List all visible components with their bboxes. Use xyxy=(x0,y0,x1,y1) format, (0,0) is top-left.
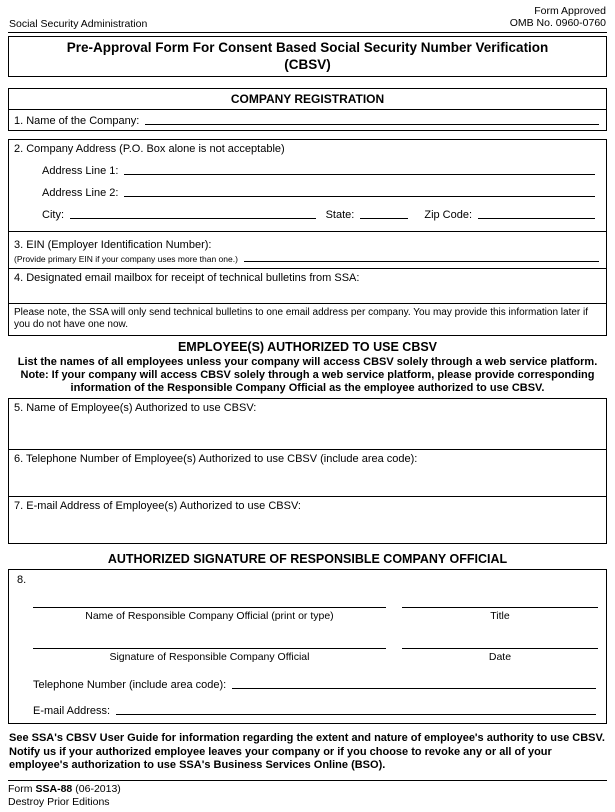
ein-label-block xyxy=(14,235,238,264)
employee-names-label: 5. Name of Employee(s) Authorized to use CBSV: xyxy=(14,402,257,415)
official-email-row xyxy=(17,703,598,717)
company-registration-section xyxy=(8,88,607,131)
page-footer xyxy=(8,780,607,809)
agency-name: Social Security Administration xyxy=(9,17,148,30)
company-name-label: 1. Name of the Company: xyxy=(14,114,140,127)
page-header xyxy=(8,5,607,33)
official-title-input[interactable] xyxy=(402,594,598,608)
email-mailbox-label: 4. Designated email mailbox for receipt of technical bulletins from SSA: xyxy=(14,271,360,284)
form-number-line xyxy=(8,783,607,796)
form-approval-block xyxy=(510,5,607,30)
official-name-title-row xyxy=(17,594,598,622)
official-signature-input[interactable] xyxy=(33,635,386,649)
official-signature-col xyxy=(33,635,386,663)
ein-label: 3. EIN (Employer Identification Number): xyxy=(14,238,212,251)
official-date-caption: Date xyxy=(488,651,512,664)
official-phone-input[interactable] xyxy=(232,677,596,689)
employee-emails-row xyxy=(9,496,606,543)
employee-names-input[interactable] xyxy=(14,414,601,446)
address-line2-row xyxy=(42,185,597,199)
ein-input[interactable] xyxy=(244,250,599,262)
official-name-caption: Name of Responsible Company Official (print or type) xyxy=(85,610,334,623)
employee-emails-input[interactable] xyxy=(14,512,601,540)
address-line1-label: Address Line 1: xyxy=(42,164,119,177)
official-phone-row xyxy=(17,677,598,691)
official-signature-caption: Signature of Responsible Company Official xyxy=(109,651,310,664)
employees-heading: EMPLOYEE(S) AUTHORIZED TO USE CBSV xyxy=(177,339,438,354)
item8-number: 8. xyxy=(17,574,27,587)
employees-instructions: List the names of all employees unless your company will access CBSV solely through a web service platform. Note: If your company will access CBSV solely through a web service platform, please provide corresponding information of the Responsible Company Official as the employee authorized to use CBSV. xyxy=(17,355,598,395)
city-input[interactable] xyxy=(70,207,316,219)
cbsv-user-guide-note: See SSA's CBSV User Guide for information regarding the extent and nature of employee's authority to use CBSV. Notify us if your authorized employee leaves your company or if you choose to revoke any or all of your employee's authorization to use SSA's Business Services Online (BSO). xyxy=(9,732,605,772)
official-name-col xyxy=(33,594,386,622)
form-number: SSA-88 xyxy=(35,782,73,795)
official-signature-date-row xyxy=(17,635,598,663)
company-address-section xyxy=(8,139,607,336)
company-address-label: 2. Company Address (P.O. Box alone is not acceptable) xyxy=(14,142,285,155)
employee-phones-input[interactable] xyxy=(14,465,601,493)
form-edition: (06-2013) xyxy=(75,782,121,795)
omb-number: OMB No. 0960-0760 xyxy=(509,17,606,30)
official-phone-label: Telephone Number (include area code): xyxy=(33,679,227,692)
form-approved-label: Form Approved xyxy=(534,5,606,17)
address-line1-row xyxy=(42,163,597,177)
address-line2-input[interactable] xyxy=(124,185,595,197)
signature-heading: AUTHORIZED SIGNATURE OF RESPONSIBLE COMPANY OFFICIAL xyxy=(107,552,508,567)
employee-phones-row xyxy=(9,449,606,496)
employees-fields-section xyxy=(8,398,607,544)
official-email-input[interactable] xyxy=(116,703,596,715)
technical-bulletins-note: Please note, the SSA will only send technical bulletins to one email address per company. You may provide this information later if you do not have one now. xyxy=(9,303,606,335)
company-registration-heading: COMPANY REGISTRATION xyxy=(230,91,385,106)
signature-section xyxy=(8,569,607,724)
city-state-zip-row xyxy=(42,207,597,221)
ein-row xyxy=(9,231,606,268)
form-title-box xyxy=(8,36,607,77)
official-date-col xyxy=(402,635,598,663)
city-label: City: xyxy=(42,208,64,221)
company-address-row xyxy=(9,140,606,231)
official-email-label: E-mail Address: xyxy=(33,705,111,718)
address-line2-label: Address Line 2: xyxy=(42,186,119,199)
form-title-line1: Pre-Approval Form For Consent Based Social Security Number Verification xyxy=(66,39,549,55)
official-date-input[interactable] xyxy=(402,635,598,649)
employee-names-row xyxy=(9,399,606,449)
ein-sub-label: (Provide primary EIN if your company uses more than one.) xyxy=(14,253,238,264)
form-word: Form xyxy=(8,782,33,795)
email-mailbox-row xyxy=(9,268,606,303)
form-title-line2: (CBSV) xyxy=(284,56,331,72)
company-name-row xyxy=(9,109,606,130)
zip-input[interactable] xyxy=(478,207,595,219)
company-name-input[interactable] xyxy=(145,113,599,125)
email-mailbox-input[interactable] xyxy=(14,284,601,300)
official-name-input[interactable] xyxy=(33,594,386,608)
zip-label: Zip Code: xyxy=(424,208,473,221)
employees-section-header xyxy=(8,340,607,396)
state-label: State: xyxy=(325,208,355,221)
official-title-col xyxy=(402,594,598,622)
destroy-prior-editions: Destroy Prior Editions xyxy=(8,795,110,808)
state-input[interactable] xyxy=(360,207,408,219)
employee-phones-label: 6. Telephone Number of Employee(s) Authorized to use CBSV (include area code): xyxy=(14,453,418,466)
address-line1-input[interactable] xyxy=(124,163,595,175)
official-title-caption: Title xyxy=(490,610,510,623)
employee-emails-label: 7. E-mail Address of Employee(s) Authorized to use CBSV: xyxy=(14,500,301,513)
